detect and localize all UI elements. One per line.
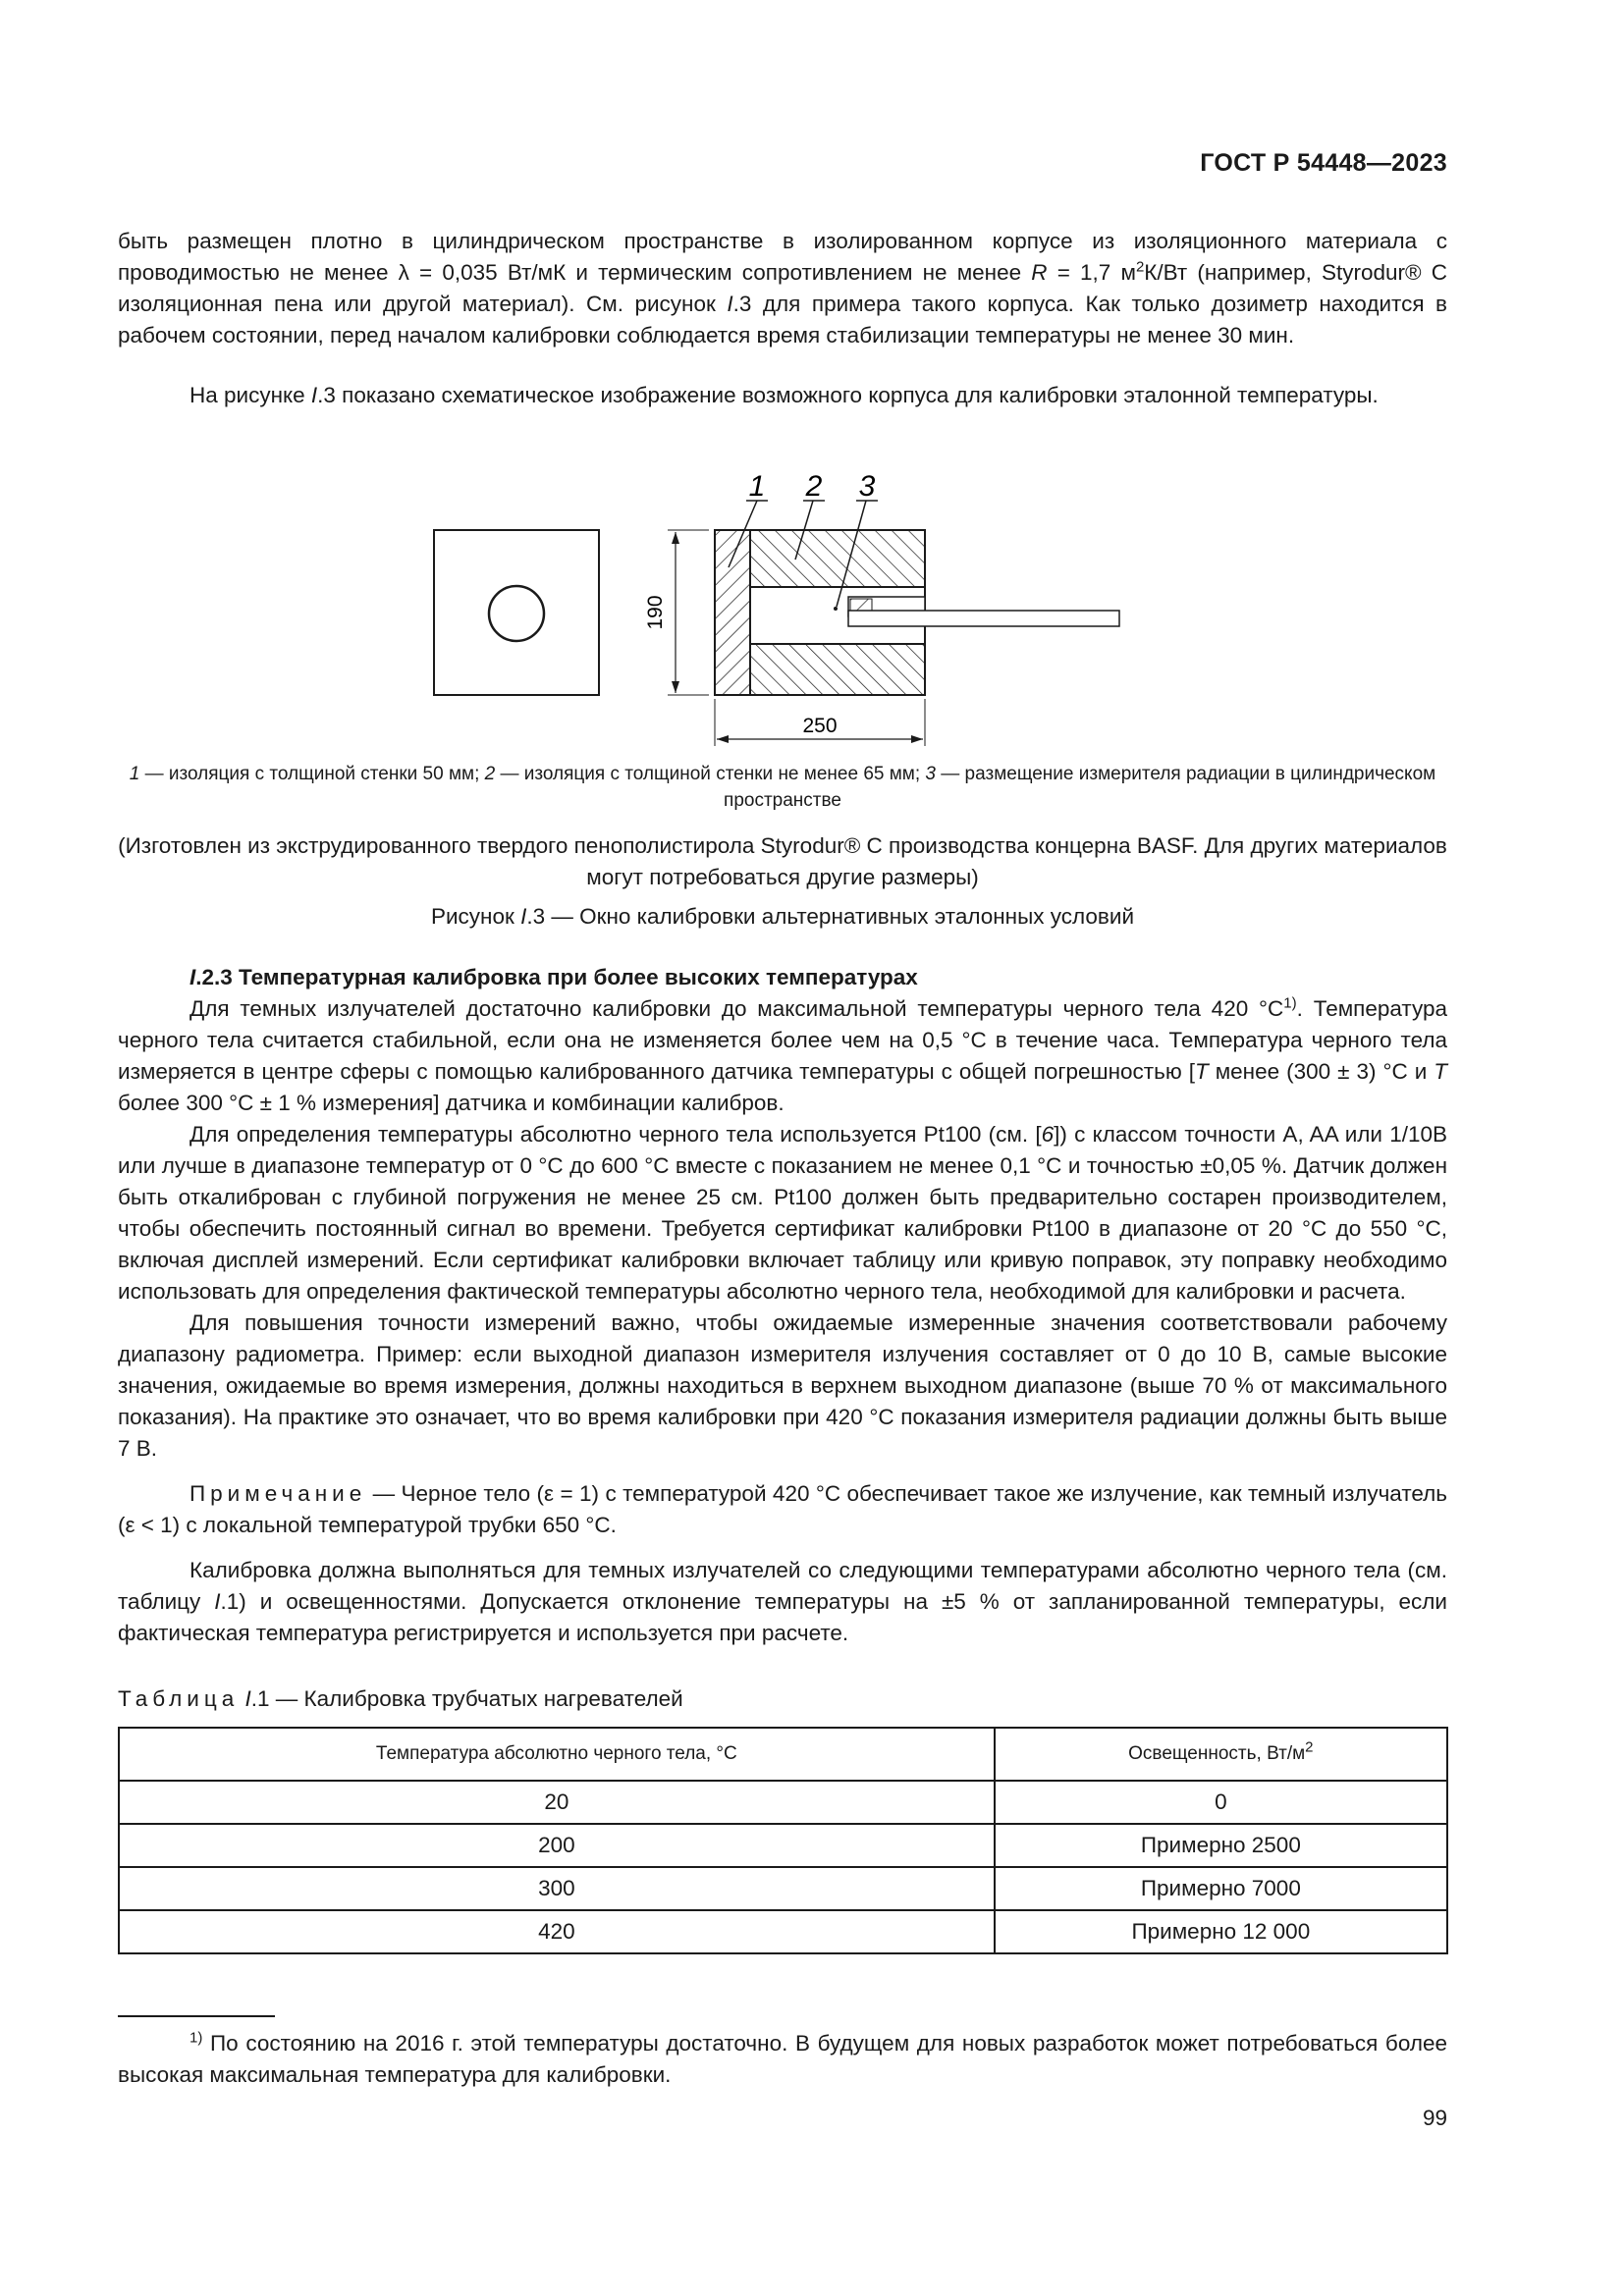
insulation-bottom: [750, 644, 925, 695]
document-header: ГОСТ Р 54448—2023: [1200, 149, 1447, 177]
meter-point: [834, 607, 838, 611]
insulation-wall-50mm: [715, 530, 750, 695]
footnote: $^{1)}$ По состоянию на 2016 г. этой температуры достаточно. В будущем для новых разработок может потребоваться более высокая максимальная температура для калибровки.: [118, 2029, 1447, 2087]
paragraph-figure-reference: На рисунке I.3 показано схематическое изображение возможного корпуса для калибровки эталонной температуры.: [189, 383, 1379, 407]
section-title: I.2.3 Температурная калибровка при более высоких температурах: [189, 965, 918, 989]
height-dimension-label: 190: [644, 595, 667, 630]
callout-3-label: 3: [858, 470, 876, 503]
width-dimension-label: 250: [802, 715, 838, 737]
figure-legend: 1 — изоляция с толщиной стенки 50 мм; 2 — изоляция с толщиной стенки не менее 65 мм; 3 — размещение измерителя радиации в цилиндрическом пространстве: [129, 764, 1436, 811]
paragraph-insulation: быть размещен плотно в цилиндрическом пространстве в изолированном корпусе из изоляционного материала с проводимостью не менее λ = 0,035 Вт/мК и термическим сопротивлением не менее R = 1,7 $м^2К/Вт$ (например, Styrodur® C изоляционная пена или другой материал). См. рисунок I.3 для примера такого корпуса. Как только дозиметр находится в рабочем состоянии, перед началом калибровки соблюдается время стабилизации температуры не менее 30 мин.: [118, 229, 1448, 347]
front-view-square: [434, 530, 599, 695]
front-view-opening: [489, 586, 544, 641]
section-i-2-3: I.2.3 Температурная калибровка при более высоких температурах Для темных излучателей достаточно калибровки до максимальной температуры черного тела 420 $^\circ C^{1)}$. Температура черного тела считается стабильной, если она не изменяется более чем на 0,5 °С в течение часа. Температура черного тела измеряется в центре сферы с помощью калиброванного датчика температуры с общей погрешностью [T менее (300 ± 3) °C и T более 300 °C ± 1 % измерения] датчика и комбинации калибров. Для определения температуры абсолютно черного тела используется Pt100 (см. [6]) с классом точности A, AA или 1/10B или лучше в диапазоне температур от 0 °C до 600 °C вместе с показанием не менее 0,1 °C и точностью ±0,05 %. Датчик должен быть откалиброван с глубиной погружения не менее 25 см. Pt100 должен быть предварительно состарен производителем, чтобы обеспечить постоянный сигнал во времени. Требуется сертификат калибровки Pt100 в диапазоне от 20 °C до 550 °C, включая дисплей измерений. Если сертификат калибровки включает таблицу или кривую поправок, эту поправку необходимо использовать для определения фактической температуры абсолютно черного тела, необходимой для калибровки и расчета. Для повышения точности измерений важно, чтобы ожидаемые измеренные значения соответствовали рабочему диапазону радиометра. Пример: если выходной диапазон измерителя излучения составляет от 0 до 10 В, самые высокие значения, ожидаемые во время измерения, должны находиться в верхнем выходном диапазоне (выше 70 % от максимального показания). На практике это означает, что во время калибровки при 420 °C показания измерителя радиации должны быть выше 7 В. Примечание — Черное тело (ε = 1) с температурой 420 °С обеспечивает такое же излучение, как темный излучатель (ε < 1) с локальной температурой трубки 650 °С. Калибровка должна выполняться для темных излучателей со следующими температурами абсолютно черного тела (см. таблицу I.1) и освещенностями. Допускается отклонение температуры на ±5 % от запланированной температуры, если фактическая температура регистрируется и используется при расчете.: [118, 962, 1447, 1649]
column-header-temperature: Температура абсолютно черного тела, °С: [119, 1728, 995, 1781]
calibration-table: [118, 1727, 1448, 1954]
column-header-irradiance: Освещенность, $Вт/м^2$: [995, 1728, 1447, 1781]
table-row: 300 Примерно 7000: [119, 1867, 1447, 1910]
callout-1-label: 1: [748, 470, 766, 503]
insulation-top: [750, 530, 925, 587]
table-row: 420 Примерно 12 000: [119, 1910, 1447, 1953]
table-caption: Таблица I.1 — Калибровка трубчатых нагревателей: [118, 1686, 683, 1711]
figure-caption: Рисунок I.3 — Окно калибровки альтернативных эталонных условий: [430, 904, 1135, 929]
meter-cable: [848, 611, 1119, 626]
calibration-box-figure: [422, 461, 1149, 756]
footnote-separator: [118, 2015, 275, 2017]
table-row: 20 0: [119, 1781, 1447, 1824]
callout-2-label: 2: [805, 470, 823, 503]
figure-note: (Изготовлен из экструдированного твердого пенополистирола Styrodur® C производства концерна BASF. Для других материалов могут потребоваться другие размеры): [118, 833, 1447, 889]
note: Примечание — Черное тело (ε = 1) с температурой 420 °С обеспечивает такое же излучение, как темный излучатель (ε < 1) с локальной температурой трубки 650 °С.: [118, 1481, 1447, 1537]
page-number: 99: [1422, 2106, 1447, 2130]
table-row: 200 Примерно 2500: [119, 1824, 1447, 1867]
